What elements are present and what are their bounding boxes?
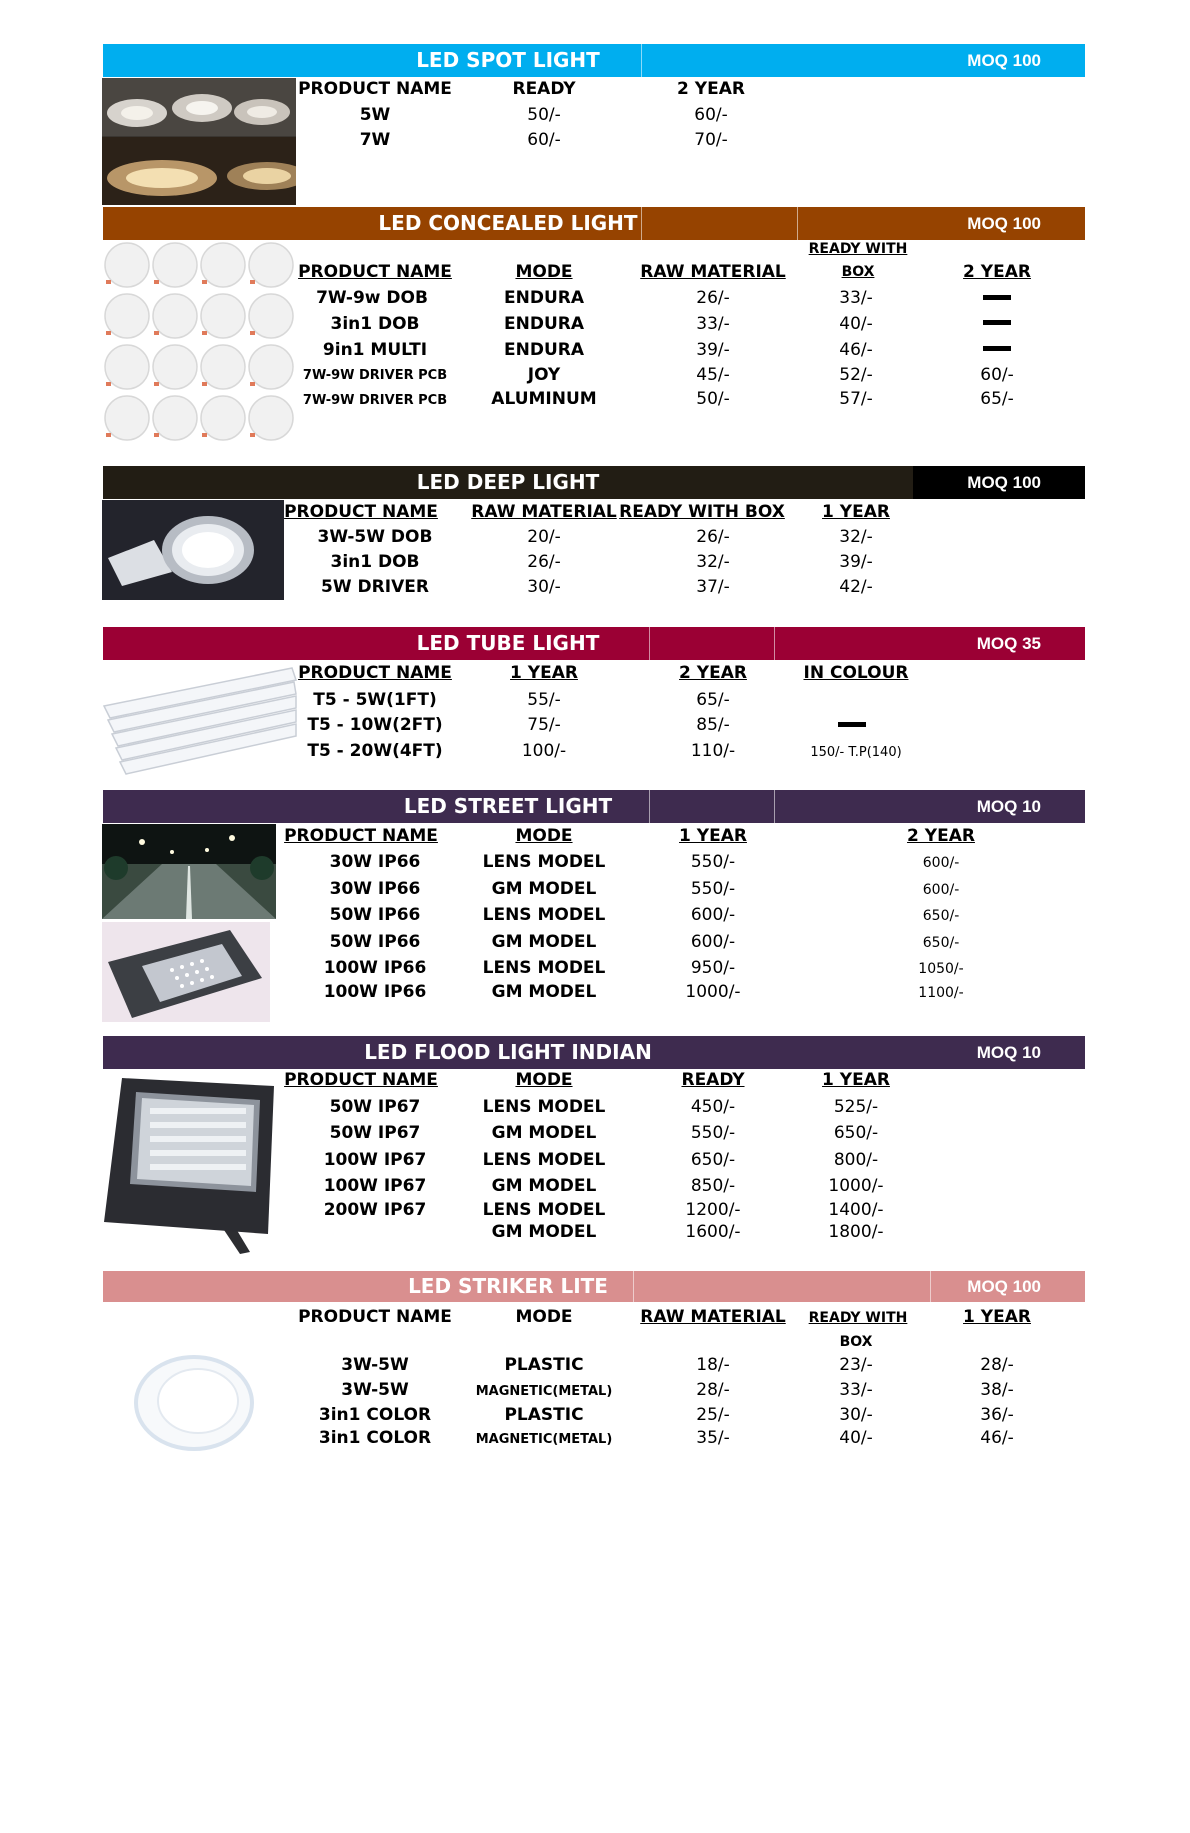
table-cell: 50W IP67 [329,1097,421,1117]
deep-header-1year: 1 YEAR [822,502,890,522]
table-cell: 23/- [839,1355,873,1375]
table-cell: T5 - 10W(2FT) [307,715,443,735]
table-cell: 3in1 COLOR [318,1405,432,1425]
street-header-2year: 2 YEAR [907,826,975,846]
table-cell: LENS MODEL [482,1150,606,1170]
deep-header-band [103,466,1085,499]
table-cell: 32/- [839,527,873,547]
band-divider [797,207,798,240]
street-fixture-photo [102,922,270,1022]
table-cell: 7W-9w DOB [316,288,428,308]
spot-moq: MOQ 100 [967,51,1041,70]
table-cell: 100W IP67 [323,1150,427,1170]
table-cell: 200W IP67 [323,1200,427,1220]
table-cell: 600/- [922,882,960,898]
table-cell: 1050/- [918,961,964,977]
table-cell: GM MODEL [491,1176,597,1196]
table-cell: 525/- [833,1097,879,1117]
striker-lite-photo [120,1345,270,1457]
band-divider [774,627,775,660]
band-divider [649,627,650,660]
striker-header-1year: 1 YEAR [963,1307,1031,1327]
striker-title: LED STRIKER LITE [408,1274,608,1298]
flood-light-photo [100,1074,282,1260]
spot-title: LED SPOT LIGHT [416,48,600,72]
table-cell: 7W-9W DRIVER PCB [302,368,448,383]
table-cell: 1600/- [685,1222,741,1242]
table-cell: 30/- [839,1405,873,1425]
striker-header-raw: RAW MATERIAL [640,1307,786,1327]
table-cell: 20/- [527,527,561,547]
table-cell: 50/- [696,389,730,409]
table-cell: 60/- [694,105,728,125]
table-cell: 65/- [980,389,1014,409]
striker-header-ready-with: READY WITH [808,1310,908,1326]
table-cell: GM MODEL [491,879,597,899]
table-cell: 60/- [980,365,1014,385]
table-cell: ALUMINUM [491,389,597,409]
table-cell: 33/- [839,288,873,308]
table-cell: 7W-9W DRIVER PCB [302,393,448,408]
table-cell: 9in1 MULTI [322,340,428,360]
table-cell: 50W IP66 [329,905,421,925]
table-cell: 18/- [696,1355,730,1375]
concealed-moq: MOQ 100 [967,214,1041,233]
table-cell: LENS MODEL [482,852,606,872]
deep-header-ready: READY WITH BOX [619,502,785,522]
table-cell: 30W IP66 [329,852,421,872]
table-cell: 100W IP66 [323,958,427,978]
table-cell: 450/- [690,1097,736,1117]
table-cell: 50W IP66 [329,932,421,952]
band-divider [641,44,642,77]
table-cell: 55/- [527,690,561,710]
table-cell: 100W IP66 [323,982,427,1002]
table-cell: 650/- [922,935,960,951]
deep-title: LED DEEP LIGHT [416,470,600,494]
flood-header-band [103,1036,1085,1069]
table-cell: 65/- [696,690,730,710]
table-cell: 36/- [980,1405,1014,1425]
table-cell: 3in1 DOB [330,552,420,572]
spot-header-2year: 2 YEAR [677,79,745,99]
table-cell: 3W-5W [341,1380,409,1400]
table-cell: 38/- [980,1380,1014,1400]
striker-header-box: BOX [839,1334,873,1350]
table-cell: 26/- [696,527,730,547]
table-cell: LENS MODEL [482,905,606,925]
table-cell: ENDURA [503,340,585,360]
concealed-header-mode: MODE [515,262,573,282]
table-cell: 39/- [839,552,873,572]
striker-header-product: PRODUCT NAME [298,1307,452,1327]
concealed-header-box: BOX [841,264,875,280]
tube-header-2year: 2 YEAR [679,663,747,683]
table-cell: 650/- [922,908,960,924]
table-cell: 33/- [696,314,730,334]
flood-header-product: PRODUCT NAME [284,1070,438,1090]
table-cell: 28/- [696,1380,730,1400]
band-divider [774,790,775,823]
table-cell: 800/- [833,1150,879,1170]
table-cell: 100/- [521,741,567,761]
deep-header-raw: RAW MATERIAL [471,502,617,522]
tube-title: LED TUBE LIGHT [416,631,600,655]
concealed-header-2year: 2 YEAR [963,262,1031,282]
table-cell: T5 - 20W(4FT) [307,741,443,761]
table-cell: 50/- [527,105,561,125]
table-cell: T5 - 5W(1FT) [313,690,437,710]
table-cell: 42/- [839,577,873,597]
table-cell: 550/- [690,879,736,899]
table-cell: 75/- [527,715,561,735]
table-cell: 50W IP67 [329,1123,421,1143]
tube-header-1year: 1 YEAR [510,663,578,683]
table-cell: GM MODEL [491,932,597,952]
table-cell: 1000/- [685,982,741,1002]
dash-mark [983,320,1011,325]
table-cell: 1200/- [685,1200,741,1220]
flood-moq: MOQ 10 [976,1043,1041,1062]
street-header-1year: 1 YEAR [679,826,747,846]
tube-header-product: PRODUCT NAME [298,663,452,683]
table-cell: 600/- [922,855,960,871]
table-cell: GM MODEL [491,1222,597,1242]
table-cell: 950/- [690,958,736,978]
table-cell: 26/- [696,288,730,308]
table-cell: MAGNETIC(METAL) [475,1432,613,1447]
table-cell: LENS MODEL [482,1097,606,1117]
table-cell: 28/- [980,1355,1014,1375]
table-cell: JOY [527,365,561,385]
table-cell: 60/- [527,130,561,150]
table-cell: 650/- [690,1150,736,1170]
flood-header-mode: MODE [515,1070,573,1090]
tube-header-band [103,627,1085,660]
concealed-header-product: PRODUCT NAME [298,262,452,282]
table-cell: 25/- [696,1405,730,1425]
street-moq: MOQ 10 [976,797,1041,816]
table-cell: 46/- [980,1428,1014,1448]
table-cell: 1000/- [828,1176,884,1196]
tube-moq: MOQ 35 [976,634,1041,653]
table-cell: PLASTIC [504,1405,584,1425]
concealed-light-photo [102,240,298,444]
table-cell: 3W-5W DOB [317,527,433,547]
table-cell: 32/- [696,552,730,572]
band-divider [649,790,650,823]
concealed-header-raw: RAW MATERIAL [640,262,786,282]
table-cell: 5W DRIVER [321,577,429,597]
table-cell: MAGNETIC(METAL) [475,1384,613,1399]
band-divider [930,1271,931,1302]
table-cell: 150/- T.P(140) [810,745,902,760]
spot-header-band [103,44,1085,77]
table-cell: 33/- [839,1380,873,1400]
concealed-title: LED CONCEALED LIGHT [378,211,638,235]
table-cell: 30/- [527,577,561,597]
table-cell: 550/- [690,852,736,872]
table-cell: 85/- [696,715,730,735]
striker-header-band [103,1271,1085,1302]
tube-header-colour: IN COLOUR [803,663,909,683]
table-cell: 600/- [690,905,736,925]
street-header-product: PRODUCT NAME [284,826,438,846]
street-title: LED STREET LIGHT [403,794,613,818]
table-cell: 52/- [839,365,873,385]
table-cell: 45/- [696,365,730,385]
table-cell: LENS MODEL [482,958,606,978]
band-divider [633,1271,634,1302]
table-cell: 1800/- [828,1222,884,1242]
table-cell: 7W [359,130,391,150]
concealed-header-band [103,207,1085,240]
deep-light-photo [102,500,284,600]
table-cell: GM MODEL [491,1123,597,1143]
street-road-photo [102,824,276,919]
table-cell: 550/- [690,1123,736,1143]
dash-mark [983,346,1011,351]
spot-header-ready: READY [512,79,576,99]
table-cell: 600/- [690,932,736,952]
flood-title: LED FLOOD LIGHT INDIAN [364,1040,652,1064]
table-cell: 3in1 DOB [330,314,420,334]
table-cell: 35/- [696,1428,730,1448]
table-cell: 70/- [694,130,728,150]
table-cell: 3in1 COLOR [318,1428,432,1448]
table-cell: 57/- [839,389,873,409]
table-cell: 40/- [839,314,873,334]
table-cell: 650/- [833,1123,879,1143]
spot-header-product: PRODUCT NAME [298,79,452,99]
table-cell: 3W-5W [341,1355,409,1375]
flood-header-ready: READY [681,1070,745,1090]
spot-light-photo [102,78,296,205]
deep-header-product: PRODUCT NAME [284,502,438,522]
table-cell: 39/- [696,340,730,360]
table-cell: PLASTIC [504,1355,584,1375]
street-header-mode: MODE [515,826,573,846]
deep-moq: MOQ 100 [967,473,1041,492]
table-cell: LENS MODEL [482,1200,606,1220]
table-cell: 37/- [696,577,730,597]
table-cell: GM MODEL [491,982,597,1002]
table-cell: 46/- [839,340,873,360]
table-cell: 100W IP67 [323,1176,427,1196]
table-cell: 1400/- [828,1200,884,1220]
concealed-header-ready-with: READY WITH [808,241,908,257]
table-cell: 850/- [690,1176,736,1196]
band-divider [641,207,642,240]
table-cell: ENDURA [503,288,585,308]
tube-light-photo [102,662,298,778]
striker-moq: MOQ 100 [967,1277,1041,1296]
table-cell: 26/- [527,552,561,572]
table-cell: ENDURA [503,314,585,334]
table-cell: 5W [359,105,391,125]
table-cell: 30W IP66 [329,879,421,899]
dash-mark [838,722,866,727]
table-cell: 40/- [839,1428,873,1448]
table-cell: 1100/- [918,985,964,1001]
flood-header-1year: 1 YEAR [822,1070,890,1090]
table-cell: 110/- [690,741,736,761]
street-header-band [103,790,1085,823]
dash-mark [983,295,1011,300]
striker-header-mode: MODE [515,1307,573,1327]
